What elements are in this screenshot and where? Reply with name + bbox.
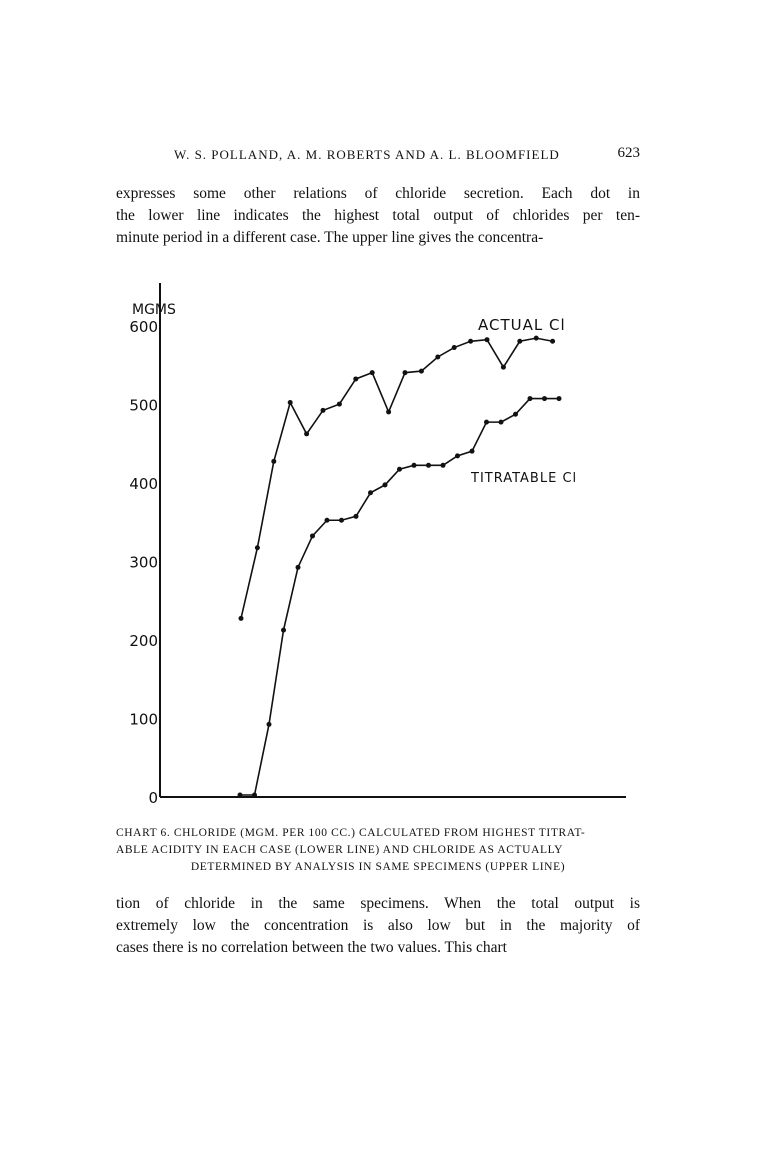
paragraph-bottom bbox=[116, 893, 640, 959]
y-tick-label: 200 bbox=[129, 632, 158, 650]
y-tick-labels bbox=[129, 318, 158, 807]
actual-point bbox=[370, 370, 375, 375]
titratable-point bbox=[267, 722, 272, 727]
actual-point bbox=[239, 616, 244, 621]
actual-point bbox=[255, 545, 260, 550]
titratable-point bbox=[441, 463, 446, 468]
actual-point bbox=[304, 431, 309, 436]
actual-point bbox=[386, 409, 391, 414]
y-tick-label: 600 bbox=[129, 318, 158, 336]
legend-label-actual: ACTUAL Cl bbox=[478, 316, 566, 334]
titratable-point bbox=[455, 453, 460, 458]
titratable-point bbox=[310, 533, 315, 538]
titratable-point bbox=[354, 514, 359, 519]
titratable-point bbox=[296, 565, 301, 570]
titratable-line bbox=[240, 399, 559, 795]
titratable-point bbox=[339, 518, 344, 523]
titratable-point bbox=[557, 396, 562, 401]
running-head-authors: W. S. POLLAND, A. M. ROBERTS AND A. L. BLOOMFIELD bbox=[174, 147, 560, 162]
actual-point bbox=[288, 400, 293, 405]
y-tick-label: 0 bbox=[148, 789, 158, 807]
actual-point bbox=[452, 345, 457, 350]
actual-point bbox=[337, 402, 342, 407]
actual-point bbox=[501, 365, 506, 370]
titratable-point bbox=[368, 490, 373, 495]
paragraph-top-line: expresses some other relations of chloride secretion. Each dot in bbox=[116, 185, 640, 202]
y-tick-label: 500 bbox=[129, 396, 158, 415]
y-axis-label: MGMS bbox=[132, 302, 176, 318]
actual-point bbox=[468, 339, 473, 344]
paragraph-bottom-line: tion of chloride in the same specimens. When the total output is bbox=[116, 895, 640, 912]
titratable-point bbox=[499, 420, 504, 425]
titratable-point bbox=[412, 463, 417, 468]
titratable-point bbox=[513, 412, 518, 417]
legend-label-titratable: TITRATABLE Cl bbox=[471, 471, 578, 486]
y-tick-label: 400 bbox=[129, 475, 158, 493]
titratable-point bbox=[470, 449, 475, 454]
series-titratable bbox=[238, 396, 562, 797]
titratable-point bbox=[238, 793, 243, 798]
titratable-point bbox=[426, 463, 431, 468]
titratable-point bbox=[252, 793, 257, 798]
actual-point bbox=[321, 408, 326, 413]
caption-line: ABLE ACIDITY IN EACH CASE (LOWER LINE) AND CHLORIDE AS ACTUALLY bbox=[116, 844, 563, 856]
paragraph-bottom-line: extremely low the concentration is also low but in the majority of bbox=[116, 917, 640, 934]
caption-line: CHART 6. CHLORIDE (MGM. PER 100 CC.) CALCULATED FROM HIGHEST TITRAT- bbox=[116, 827, 586, 839]
figure-caption bbox=[116, 825, 640, 876]
actual-point bbox=[419, 369, 424, 374]
paragraph-bottom-line: cases there is no correlation between the two values. This chart bbox=[116, 939, 507, 956]
paragraph-top-line: minute period in a different case. The upper line gives the concentra- bbox=[116, 229, 544, 246]
actual-point bbox=[403, 370, 408, 375]
titratable-point bbox=[542, 396, 547, 401]
actual-point bbox=[517, 339, 522, 344]
actual-point bbox=[271, 459, 276, 464]
y-tick-label: 100 bbox=[129, 710, 158, 729]
paragraph-top-line: the lower line indicates the highest total output of chlorides per ten- bbox=[116, 207, 640, 224]
titratable-point bbox=[484, 420, 489, 425]
page-number: 623 bbox=[617, 145, 640, 161]
actual-point bbox=[353, 376, 358, 381]
caption-line: DETERMINED BY ANALYSIS IN SAME SPECIMENS (UPPER LINE) bbox=[190, 861, 566, 873]
y-tick-label: 300 bbox=[129, 553, 158, 572]
actual-point bbox=[534, 336, 539, 341]
titratable-point bbox=[325, 518, 330, 523]
titratable-point bbox=[528, 396, 533, 401]
titratable-point bbox=[281, 628, 286, 633]
actual-point bbox=[550, 339, 555, 344]
titratable-point bbox=[397, 467, 402, 472]
actual-point bbox=[485, 337, 490, 342]
actual-point bbox=[435, 354, 440, 359]
titratable-point bbox=[383, 482, 388, 487]
